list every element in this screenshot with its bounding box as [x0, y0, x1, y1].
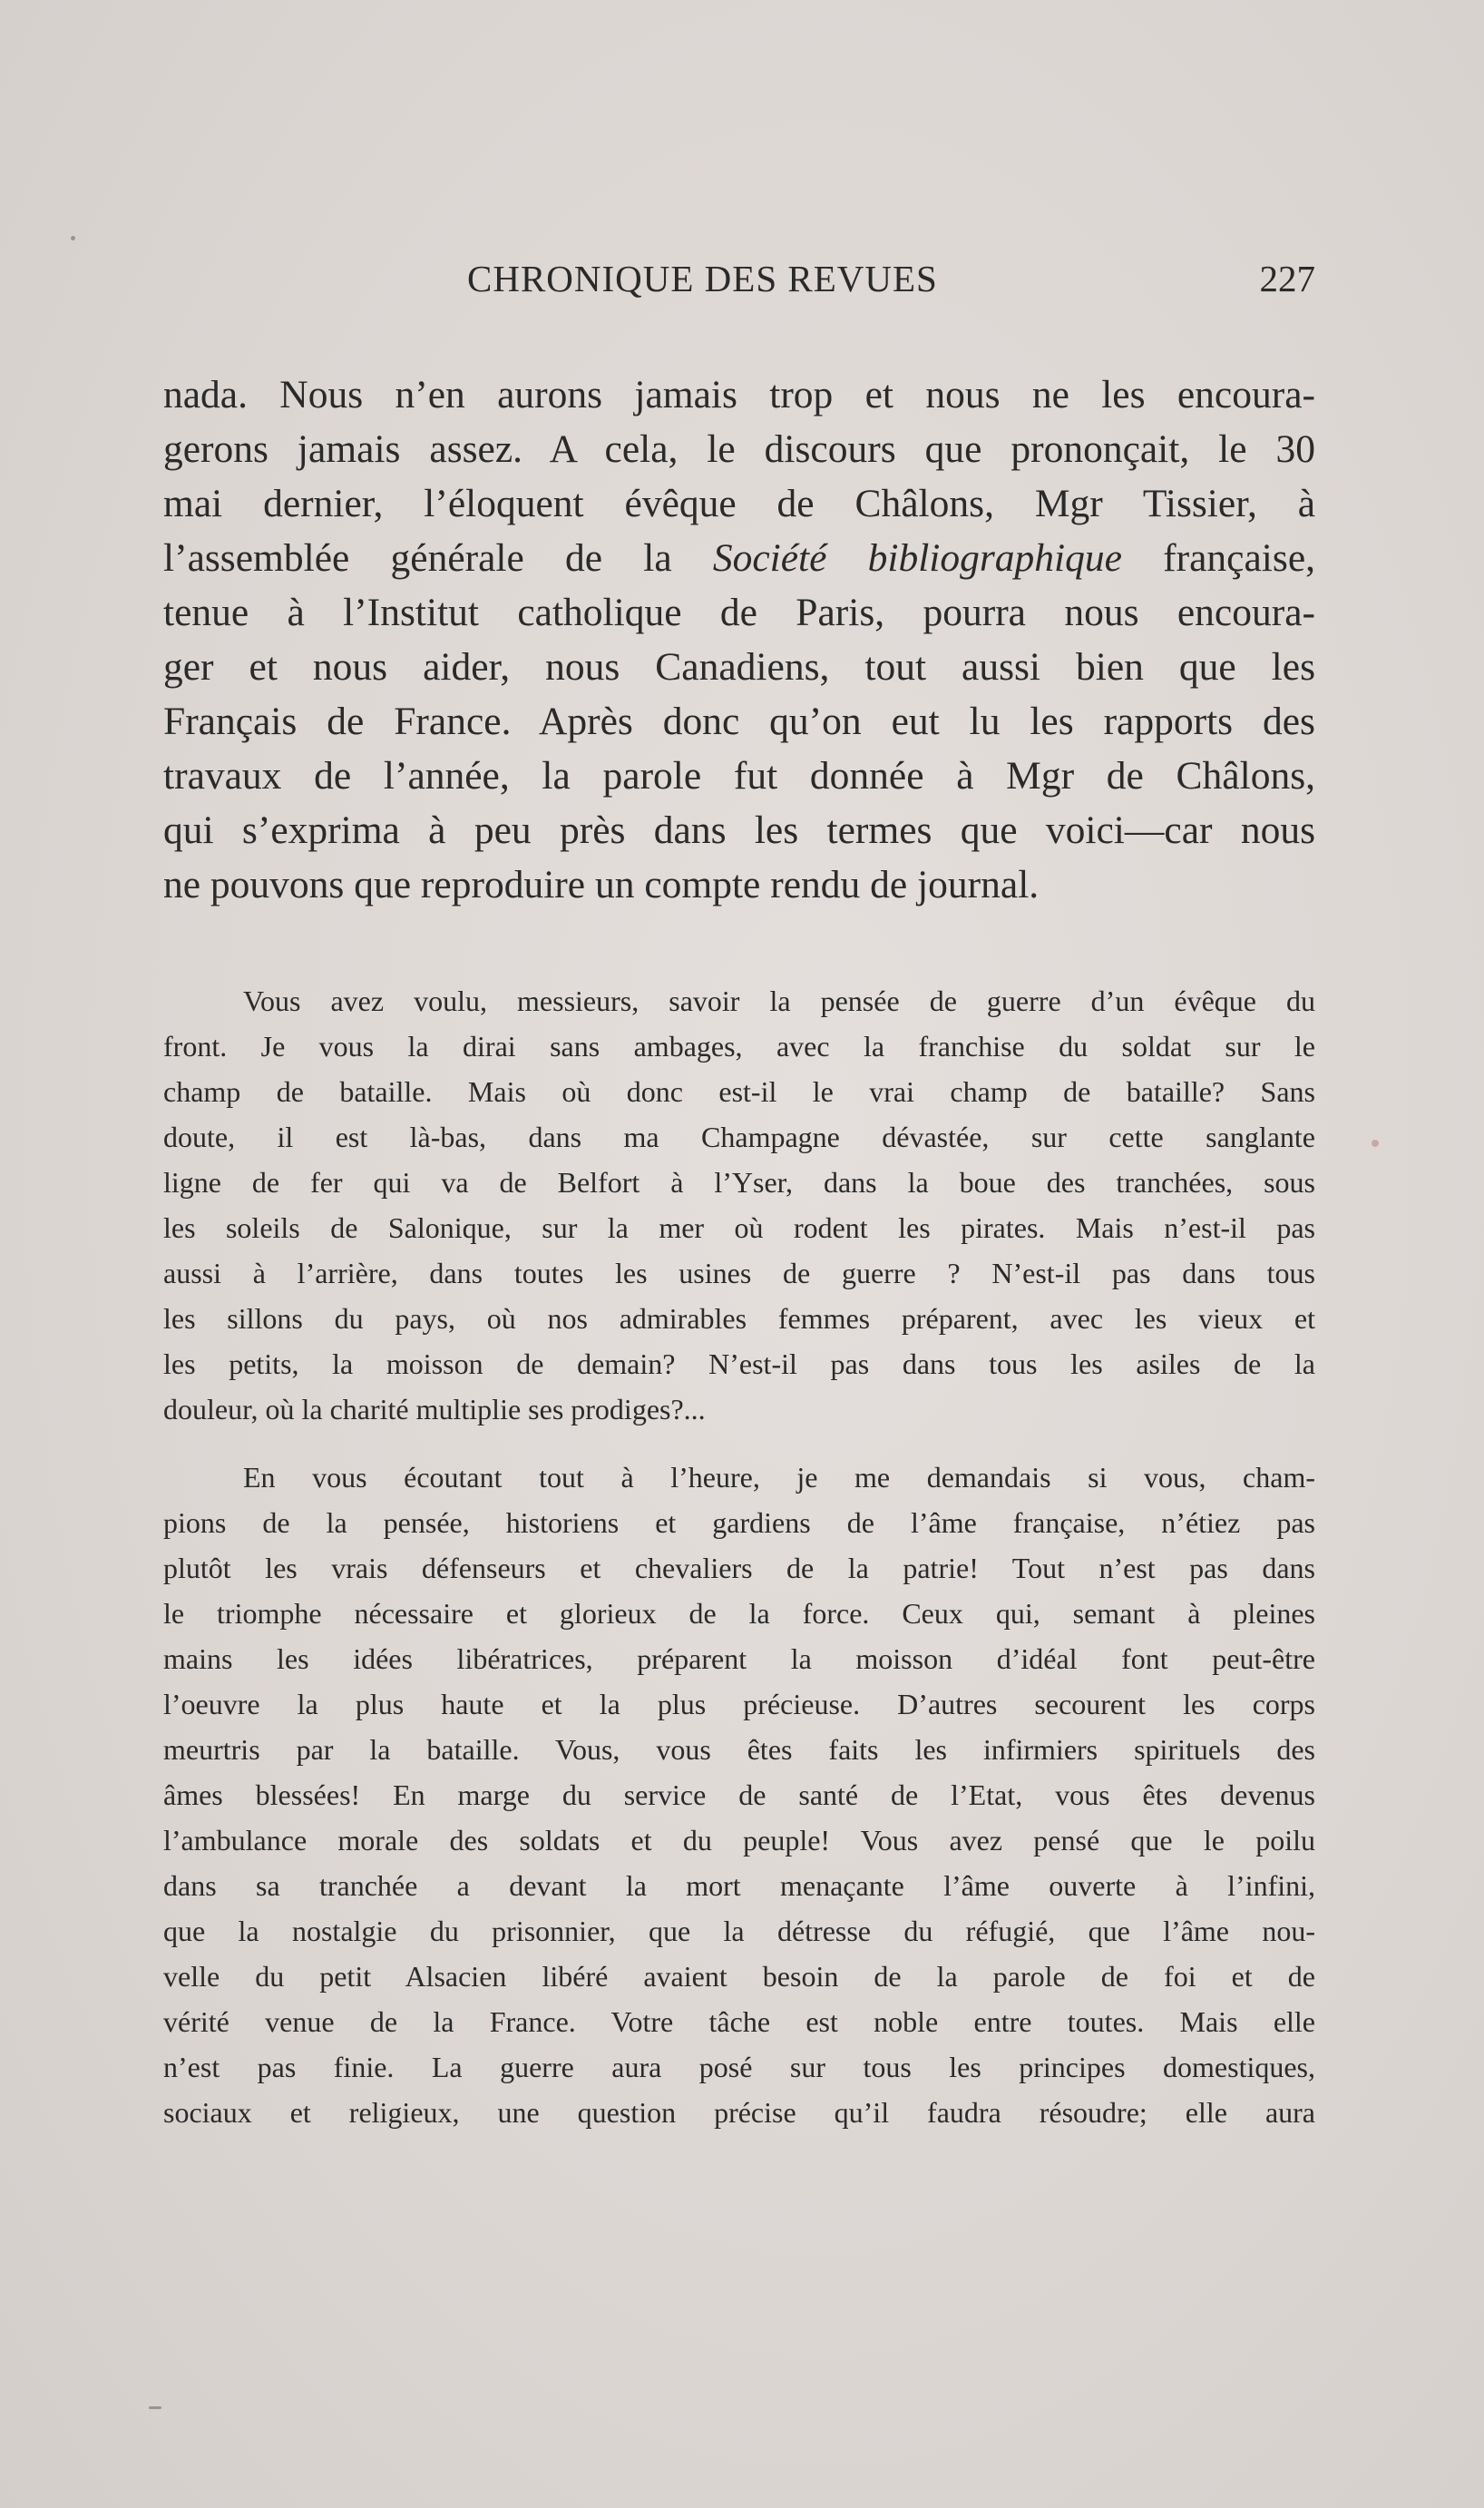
body-line-with-italic [163, 531, 1315, 585]
quote-line: ligne de fer qui va de Belfort à l’Yser, dans la boue des tranchées, sous [163, 1166, 1315, 1199]
quote-line: front. Je vous la dirai sans ambages, avec la franchise du soldat sur le [163, 1030, 1315, 1063]
body-line: Français de France. Après donc qu’on eut lu les rapports des [163, 700, 1315, 743]
paper-speck [1372, 1140, 1379, 1147]
quote-line: les soleils de Salonique, sur la mer où rodent les pirates. Mais n’est-il pas [163, 1211, 1315, 1244]
body-line-start: l’assemblée générale de la [163, 536, 713, 580]
quote-line: sociaux et religieux, une question précise qu’il faudra résoudre; elle aura [163, 2096, 1315, 2129]
quote-line: dans sa tranchée a devant la mort menaçante l’âme ouverte à l’infini, [163, 1869, 1315, 1902]
page-number: 227 [1259, 258, 1315, 299]
paper-speck [71, 236, 75, 240]
quote-line: douleur, où la charité multiplie ses prodiges?... [163, 1393, 706, 1425]
body-line: nada. Nous n’en aurons jamais trop et nous ne les encoura- [163, 373, 1315, 416]
quote-line: En vous écoutant tout à l’heure, je me demandais si vous, cham- [243, 1461, 1315, 1494]
quote-line: doute, il est là-bas, dans ma Champagne dévastée, sur cette sanglante [163, 1121, 1315, 1153]
body-line: tenue à l’Institut catholique de Paris, pourra nous encoura- [163, 591, 1315, 634]
quote-line: Vous avez voulu, messieurs, savoir la pensée de guerre d’un évêque du [243, 985, 1315, 1017]
quote-line: l’oeuvre la plus haute et la plus précieuse. D’autres secourent les corps [163, 1688, 1315, 1720]
quote-line: meurtris par la bataille. Vous, vous êtes faits les infirmiers spirituels des [163, 1733, 1315, 1766]
quote-line: champ de bataille. Mais où donc est-il le vrai champ de bataille? Sans [163, 1075, 1315, 1108]
quote-line: le triomphe nécessaire et glorieux de la force. Ceux qui, semant à pleines [163, 1597, 1315, 1630]
body-line: ne pouvons que reproduire un compte rendu de journal. [163, 863, 1040, 906]
quote-line: vérité venue de la France. Votre tâche est noble entre toutes. Mais elle [163, 2005, 1315, 2038]
italic-title: Société bibliographique [712, 536, 1122, 580]
paper-speck [149, 2406, 161, 2409]
quote-line: les sillons du pays, où nos admirables femmes préparent, avec les vieux et [163, 1302, 1315, 1335]
quote-line: pions de la pensée, historiens et gardiens de l’âme française, n’étiez pas [163, 1506, 1315, 1539]
body-line: travaux de l’année, la parole fut donnée à Mgr de Châlons, [163, 754, 1315, 798]
body-line-end: française, [1121, 536, 1315, 580]
quote-line: velle du petit Alsacien libéré avaient besoin de la parole de foi et de [163, 1960, 1315, 1993]
running-head [163, 257, 1315, 311]
quote-line: aussi à l’arrière, dans toutes les usines de guerre ? N’est-il pas dans tous [163, 1257, 1315, 1289]
body-line: qui s’exprima à peu près dans les termes que voici—car nous [163, 808, 1315, 852]
quote-line: les petits, la moisson de demain? N’est-il pas dans tous les asiles de la [163, 1347, 1315, 1380]
quote-line: que la nostalgie du prisonnier, que la détresse du réfugié, que l’âme nou- [163, 1915, 1315, 1947]
quote-line: n’est pas finie. La guerre aura posé sur tous les principes domestiques, [163, 2051, 1315, 2083]
body-line: ger et nous aider, nous Canadiens, tout aussi bien que les [163, 645, 1315, 689]
quote-line: l’ambulance morale des soldats et du peuple! Vous avez pensé que le poilu [163, 1824, 1315, 1857]
quote-line: mains les idées libératrices, préparent la moisson d’idéal font peut-être [163, 1642, 1315, 1675]
running-title: CHRONIQUE DES REVUES [467, 258, 938, 299]
body-line: mai dernier, l’éloquent évêque de Châlons, Mgr Tissier, à [163, 482, 1315, 525]
quote-line: plutôt les vrais défenseurs et chevaliers de la patrie! Tout n’est pas dans [163, 1552, 1315, 1584]
quote-line: âmes blessées! En marge du service de santé de l’Etat, vous êtes devenus [163, 1778, 1315, 1811]
body-line: gerons jamais assez. A cela, le discours que prononçait, le 30 [163, 427, 1315, 471]
